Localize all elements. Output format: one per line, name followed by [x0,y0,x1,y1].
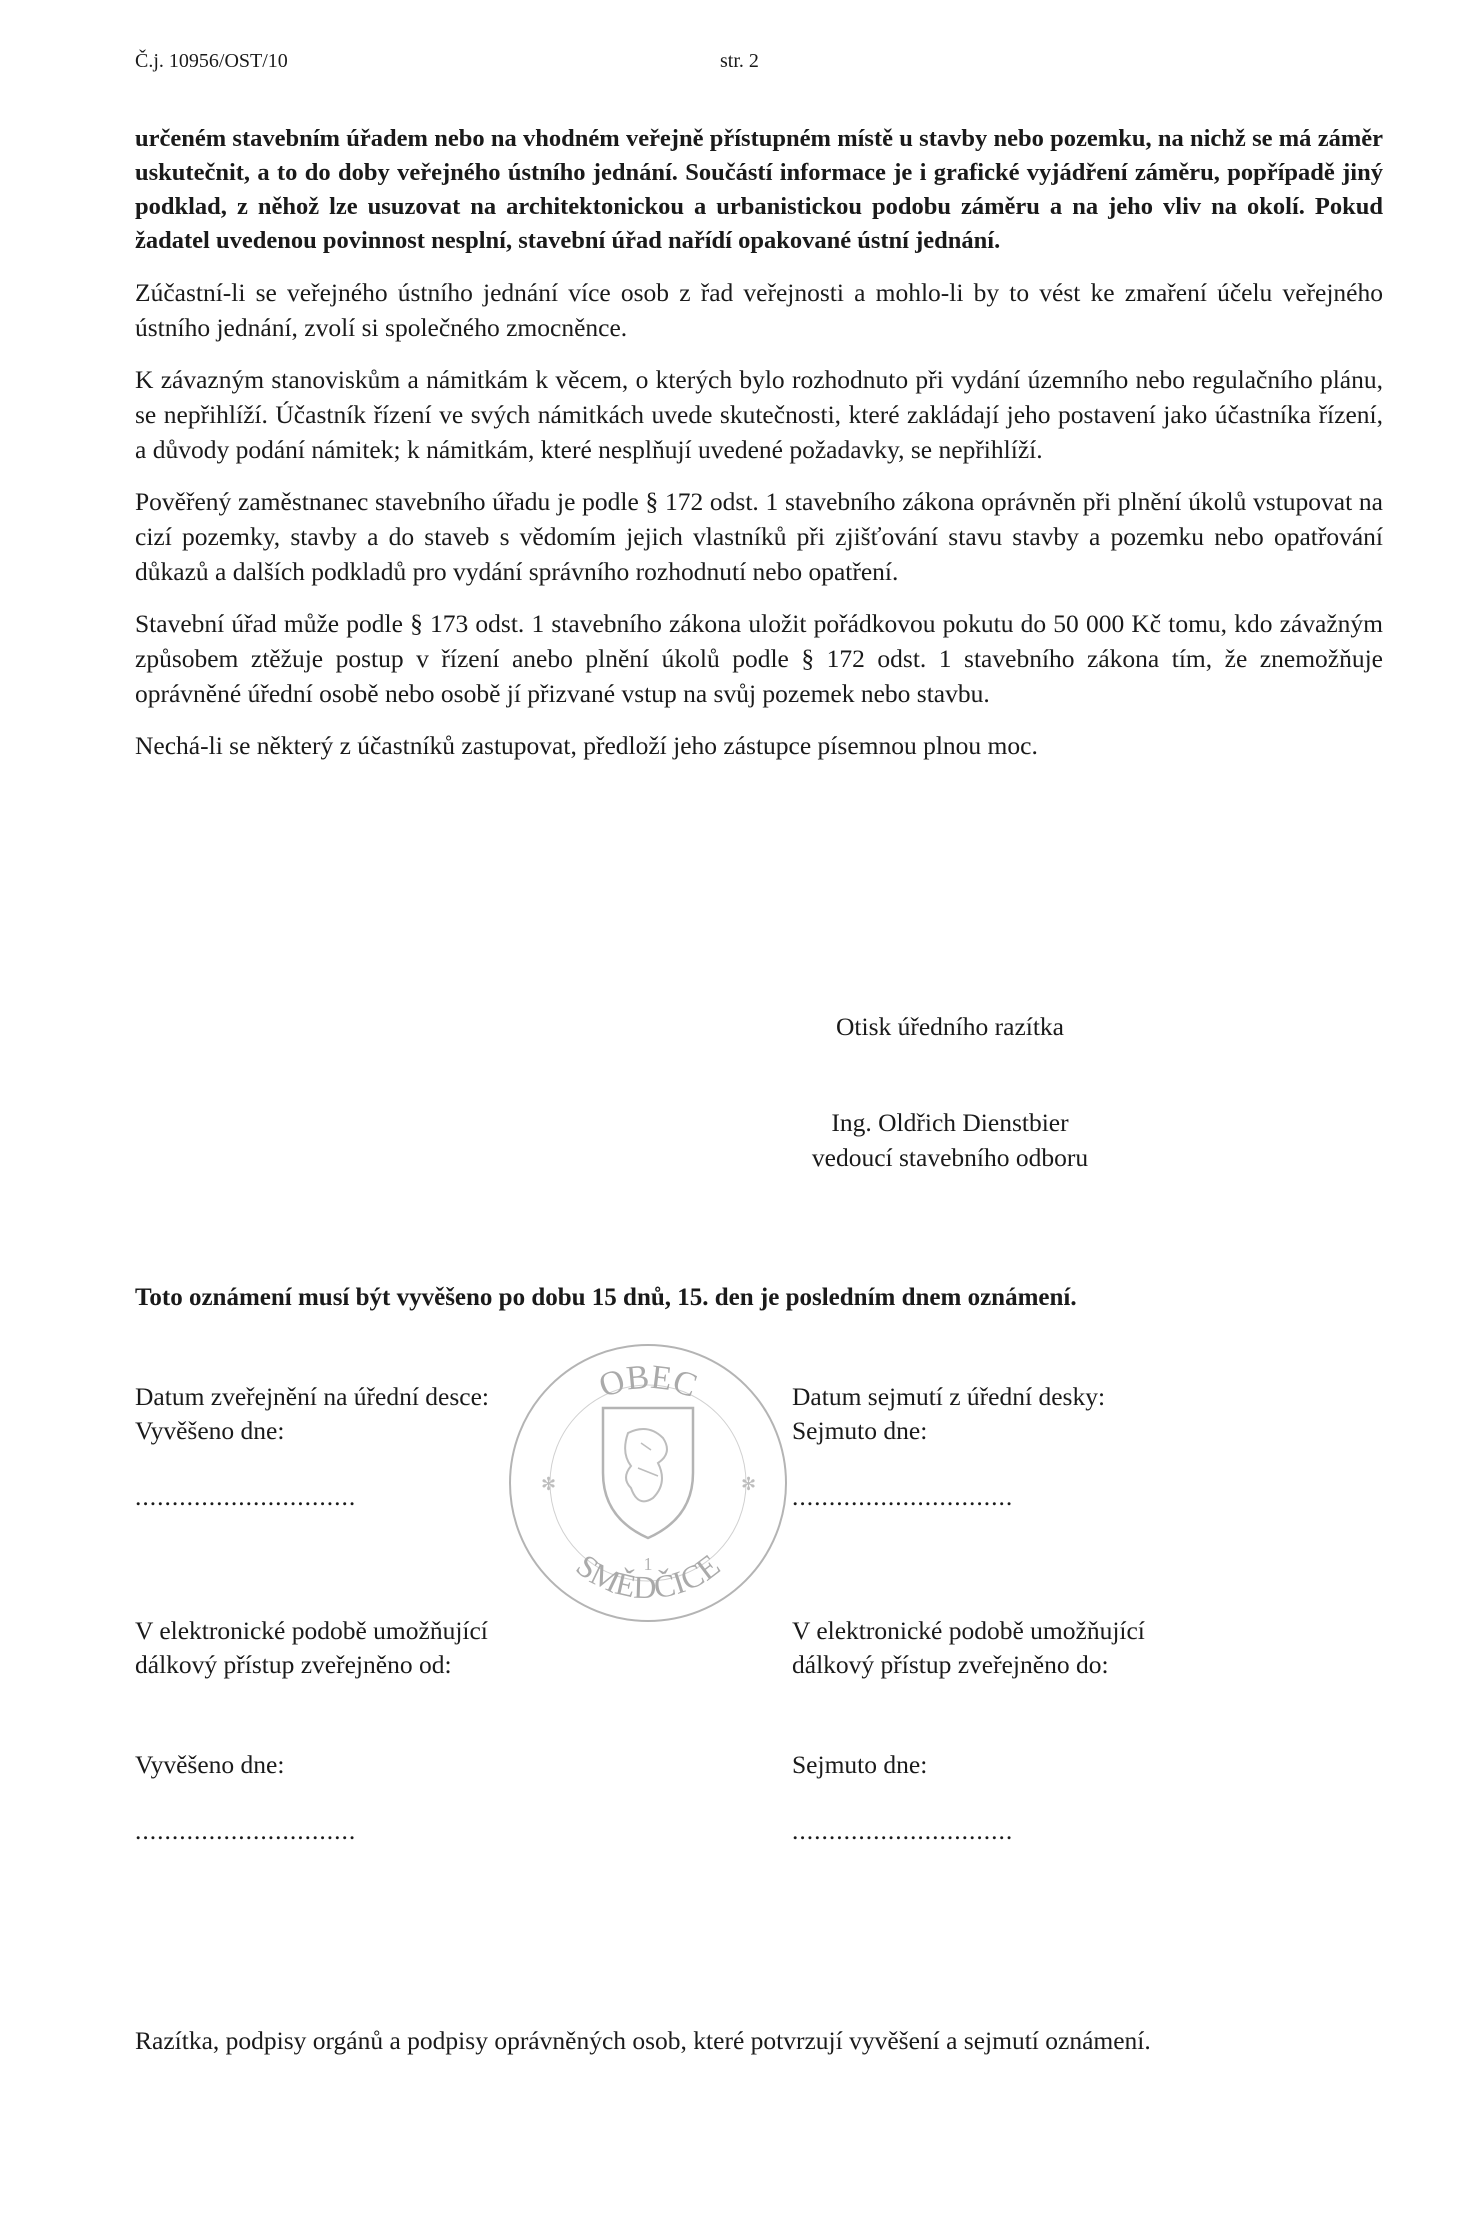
electronic-to-line1: V elektronické podobě umožňující [792,1616,1145,1645]
electronic-from-line2: dálkový přístup zveřejněno od: [135,1650,452,1679]
signatory-role: vedoucí stavebního odboru [811,1143,1089,1172]
paragraph-5: Stavební úřad může podle § 173 odst. 1 stavebního zákona uložit pořádkovou pokutu do 50 000 Kč tomu, kdo závažným způsobem ztěžuje postup v řízení anebo plnění úkolů podle § 172 odst. 1 stavebního zákona tím, že znemožňuje oprávněné úřední osobě nebo osobě jí přizvané vstup na svůj pozemek nebo stavbu. [135,609,1383,708]
coat-of-arms-icon [603,1408,693,1538]
posted-label-2: Vyvěšeno dne: [135,1750,285,1779]
paragraph-6: Nechá-li se některý z účastníků zastupovat, předloží jeho zástupce písemnou plnou moc. [135,731,1038,760]
posted-date-dots: .............................. [135,1482,357,1511]
stamp-number: 1 [643,1554,653,1574]
star-left-icon: ✻ [541,1474,557,1495]
footer-note: Razítka, podpisy orgánů a podpisy oprávněných osob, které potvrzují vyvěšení a sejmutí oznámení. [135,2026,1151,2055]
stamp-label: Otisk úředního razítka [835,1012,1065,1041]
paragraph-2: Zúčastní-li se veřejného ústního jednání více osob z řad veřejnosti a mohlo-li by to vést ke zmaření účelu veřejného ústního jednání, zvolí si společného zmocněnce. [135,278,1383,342]
removed-label: Sejmuto dne: [792,1416,928,1445]
posting-notice: Toto oznámení musí být vyvěšeno po dobu 15 dnů, 15. den je posledním dnem oznámení. [135,1284,1077,1311]
page-number: str. 2 [720,50,759,72]
reference-number: Č.j. 10956/OST/10 [135,50,288,72]
paragraph-3: K závazným stanoviskům a námitkám k věcem, o kterých bylo rozhodnuto při vydání územního nebo regulačního plánu, se nepřihlíží. Účastník řízení ve svých námitkách uvede skutečnosti, které zakládají jeho postavení jako účastníka řízení, a důvody podání námitek; k námitkám, které nesplňují uvedené požadavky, se nepřihlíží. [135,365,1383,464]
paragraph-1: určeném stavebním úřadem nebo na vhodném veřejně přístupném místě u stavby nebo pozemku, na nichž se má záměr uskutečnit, a to do doby veřejného ústního jednání. Součástí informace je i grafické vyjádření záměru, popřípadě jiný podklad, z něhož lze usuzovat na architektonickou a urbanistickou podobu záměru a na jeho vliv na okolí. Pokud žadatel uvedenou povinnost nesplní, stavební úřad nařídí opakované ústní jednání. [135,125,1383,254]
signatory-name: Ing. Oldřich Dienstbier [831,1108,1069,1137]
posted-label: Vyvěšeno dne: [135,1416,285,1445]
star-right-icon: ✻ [741,1474,757,1495]
page-header [135,50,759,73]
posted-date-dots-2: .............................. [135,1816,357,1845]
removed-date-dots-2: .............................. [792,1816,1014,1845]
body-text [135,122,1383,780]
removed-date-label: Datum sejmutí z úřední desky: [792,1382,1106,1411]
electronic-from-line1: V elektronické podobě umožňující [135,1616,488,1645]
municipal-stamp [503,1338,793,1628]
stamp-bottom-text: SMĚDČICE [569,1546,727,1606]
published-date-label: Datum zveřejnění na úřední desce: [135,1382,490,1411]
electronic-to-line2: dálkový přístup zveřejněno do: [792,1650,1109,1679]
removed-date-dots: .............................. [792,1482,1014,1511]
removed-label-2: Sejmuto dne: [792,1750,928,1779]
stamp-top-text: OBEC [594,1358,702,1406]
paragraph-4: Pověřený zaměstnanec stavebního úřadu je podle § 172 odst. 1 stavebního zákona oprávněn při plnění úkolů vstupovat na cizí pozemky, stavby a do staveb s vědomím jejich vlastníků při zjišťování stavu stavby a pozemku nebo opatřování důkazů a dalších podkladů pro vydání správního rozhodnutí nebo opatření. [135,487,1383,586]
